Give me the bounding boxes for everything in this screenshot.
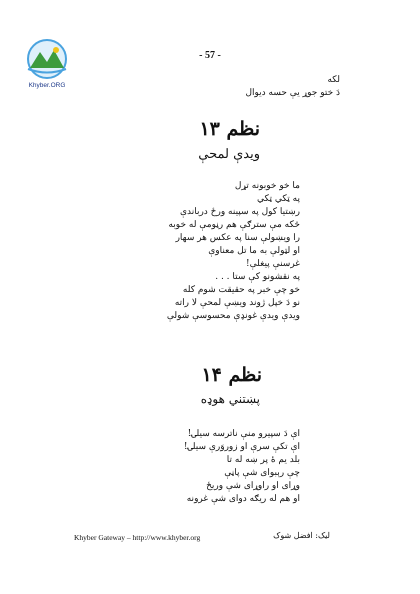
poem-line: په نقشونو کې ستا . . .: [215, 272, 300, 282]
poem-line: او لټولې به ما تل معناوې: [208, 246, 300, 256]
poem-line: اې تکې سرې او زوروَرې سيلۍ!: [183, 442, 300, 452]
poem-line: نو دَ خپل ژوند ويښې لمحې لا راته: [174, 298, 300, 308]
poem-13-body: [167, 180, 300, 323]
poem-line: په ټکي ټکي: [256, 194, 300, 204]
khyber-logo: [20, 38, 74, 96]
poem-line: ما خو خوبونه تړل: [234, 181, 300, 191]
poem-line: غرسنې پيغلې!: [246, 259, 300, 269]
poem-line: بلد يم ۀ پر ښه له تا: [226, 455, 300, 465]
poem-14-subtitle: پښتني هوډه: [200, 392, 260, 406]
intro-text: [245, 74, 340, 100]
footer-source-link[interactable]: Khyber Gateway – http://www.khyber.org: [74, 533, 201, 542]
poem-line: ويدې ويدې غونډې محسوسې شولې: [166, 311, 300, 321]
poem-line: خو چې خبر په حقيقت شوم کله: [182, 285, 300, 295]
poem-line: را ويښولې سنا په عکس هر سهار: [175, 233, 300, 243]
poem-13-subtitle: ويدې لمحې: [198, 147, 260, 162]
poem-14-title: نظم ۱۴: [201, 364, 262, 386]
intro-line: لکه: [327, 75, 340, 85]
page-number: - 57 -: [199, 50, 221, 61]
poem-line: وړای او راوړای شې وريځ: [206, 481, 300, 491]
poem-line: او هم له ريګه دوای شې غرونه: [186, 494, 300, 504]
poem-line: رښتيا کول په سپينه ورځ درباندې: [179, 207, 300, 217]
logo-caption: Khyber.ORG: [28, 82, 66, 89]
poem-13-title: نظم ۱۳: [199, 118, 260, 140]
poem-14-body: [184, 428, 300, 506]
poem-line: څکه مې سترګې هم رڼومې له خوبه: [168, 220, 300, 230]
footer-author: ليک: افضل شوک: [273, 531, 330, 540]
intro-line: دَ ختو جوړ يې حسه ديوال: [245, 88, 340, 98]
poem-line: چې رېبوای شې پاڼې: [224, 468, 300, 478]
poem-line: اې دَ سپيرو منې ناترسه سيلۍ!: [187, 429, 300, 439]
